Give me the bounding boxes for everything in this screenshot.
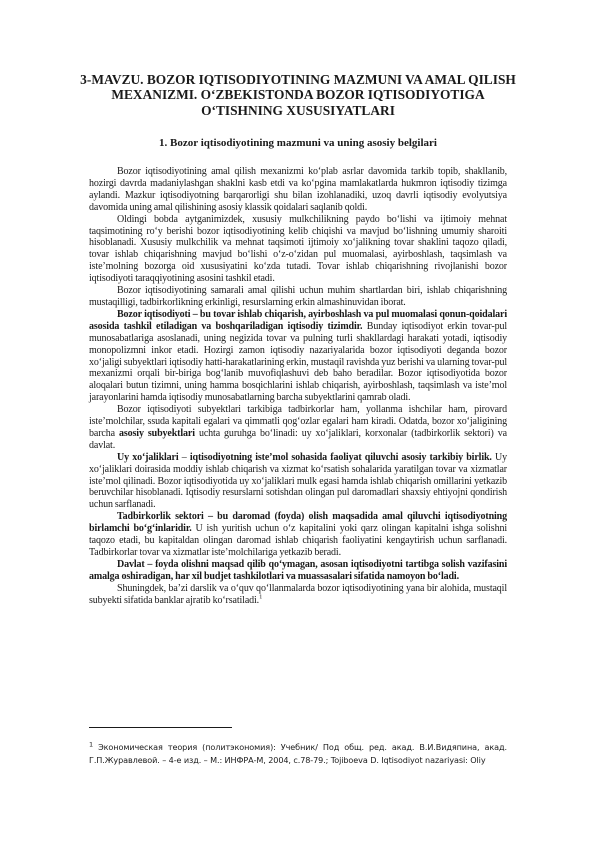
paragraph-5-text-b: uchta guruhga bo‘linadi: uy xo‘jaliklari, korxonalar (tadbirkorlik sektori) va davlat.: [89, 427, 507, 451]
paragraph-6: [89, 452, 507, 512]
definition-market-economy: Bozor iqtisodiyoti – bu tovar ishlab chiqarish, ayirboshlash va pul muomalasi qonun-qoidalari asosida tashkil etiladigan va boshqariladigan iqtisodiy tizimdir.: [89, 308, 507, 332]
footnote-marker: 1: [89, 740, 94, 749]
term-households: Uy xo‘jaliklari: [117, 451, 179, 463]
footnote: [89, 741, 507, 767]
paragraph-2: Oldingi bobda aytganimizdek, xususiy mulkchilikning paydo bo‘lishi va ijtimoiy mehnat taqsimotining ro‘y berishi bozor iqtisodiyotining kelib chiqishi va mavjud bo‘lishning umumiy sharoiti hisoblanadi. Xususiy mulkchilik va mehnat taqsimoti ijtimoiy xo‘jalikning tovar shaklini taqozo qiladi, tovar ishlab chiqarishning mavjud bo‘lishi o‘z-o‘zidan pul muomalasi, ayirboshlash, taqsimlash va iste’molning bozorga oid xususiyatini ko‘zda tutadi. Tovar ishlab chiqarishning rivojlanishi bozor iqtisodiyoti taraqqiyotining asosini tashkil etadi.: [89, 213, 507, 285]
paragraph-6-text: Uy xo‘jaliklari doirasida moddiy ishlab chiqarish va xizmat ko‘rsatish sohalarida yaratilgan tovar va xizmatlar iste’mol qilinadi. Bozor iqtisodiyotida uy xo‘jaliklari mulk egasi hamda ishlab chiqarish omillarini yetkazib beruvchilar hisoblanadi. Iqtisodiy resurslarni sotishdan olingan pul daromadlari shaxsiy ehtiyojni qondirish uchun sarflanadi.: [89, 451, 507, 511]
body-text: [89, 166, 507, 607]
paragraph-5-text-a: Bozor iqtisodiyoti subyektlari tarkibiga tadbirkorlar ham, yollanma ishchilar ham, pirovard iste’molchilar, ssuda kapitali egalari va qimmatli qog‘ozlar egalari ham kiradi. Odatda, bozor xo‘jaligining barcha: [89, 404, 507, 439]
footnote-text: Экономическая теория (политэкономия): Учебник/ Под общ. ред. акад. В.И.Видяпина, акад. Г.П.Журавлевой. – 4-е изд. – М.: ИНФРА-М, 2004, с.78-79.; Tojiboeva D. Iqtisodiyot nazariyasi: Oliy: [89, 742, 507, 765]
paragraph-6-dash: –: [178, 451, 190, 463]
paragraph-1: Bozor iqtisodiyotining amal qilish mexanizmi ko‘plab asrlar davomida tarkib topib, shakllanib, hozirgi davrda madaniylashgan shaklni kasb etdi va ko‘pgina mamlakatlarda hukmron iqtisodiy tizimga aylandi. Mazkur iqtisodiyotning barqarorligi shu bilan izohlanadiki, uzoq davrli iqtisodiy evolyutsiya davomida uning amal qilishining asosiy klassik qoidalari saqlanib qoldi.: [89, 166, 507, 213]
paragraph-7: [89, 511, 507, 559]
definition-business-sector: Tadbirkorlik sektori – bu daromad (foyda) olish maqsadida amal qiluvchi iqtisodiyotning birlamchi bo‘g‘inlaridir.: [89, 511, 507, 535]
paragraph-5: [89, 404, 507, 452]
term-main-subjects: asosiy subyektlari: [118, 427, 195, 439]
paragraph-8: [89, 559, 507, 583]
paragraph-4-text: Bunday iqtisodiyot erkin tovar-pul munosabatlariga asoslanadi, uning negizida tovar va pulning turli shakllardagi harakati yotadi, iqtisodiy monopolizmni inkor etadi. Hozirgi zamon iqtisodiy nazariyalarida bozor iqtisodiyoti deganda bozor xo‘jaligi subyektlari iqtisodiy hatti-harakatlarining erkin, mustaqil ravishda yuz berishi va ularning tovar-pul mexanizmi orqali bir-biriga bog‘lanib muvofiqlashuvi deb baho beradilar. Bozor iqtisodiyotida bozor aloqalari butun tizimni, uning hamma bosqichlarini ishlab chiqarish, ayirboshlash, taqsimlash va iste’mol jarayonlarini hamda iqtisodiy munosabatlarning barcha subyektlarini qamrab oladi.: [89, 320, 508, 404]
paragraph-9-text: Shuningdek, ba’zi darslik va o‘quv qo‘llanmalarda bozor iqtisodiyotining yana bir alohida, mustaqil subyekti sifatida banklar ajratib ko‘rsatiladi.: [89, 582, 507, 606]
definition-households: iqtisodiyotning iste’mol sohasida faoliyat qiluvchi asosiy tarkibiy birlik.: [189, 451, 492, 463]
paragraph-3: Bozor iqtisodiyotining samarali amal qilishi uchun muhim shartlardan biri, ishlab chiqarishning mustaqilligi, tadbirkorlikning erkinligi, resurslarning erkin almashinuvidan iborat.: [89, 285, 507, 308]
chapter-title: 3-MAVZU. BOZOR IQTISODIYOTINING MAZMUNI VA AMAL QILISH MEXANIZMI. O‘ZBEKISTONDA BOZOR IQTISODIYOTIGA O‘TISHNING XUSUSIYATLARI: [80, 72, 516, 118]
paragraph-7-text: U ish yuritish uchun o‘z kapitalini yoki qarz olingan kapitalni ishga solishni taqozo etadi, bu kapitaldan olingan daromad ishlab chiqarish faoliyatini kengaytirish uchun sarflanadi. Tadbirkorlar tovar va xizmatlar iste’molchilariga yetkazib beradi.: [89, 523, 507, 558]
definition-state: Davlat – foyda olishni maqsad qilib qo‘ymagan, asosan iqtisodiyotni tartibga solish vazifasini amalga oshiradigan, har xil budjet tashkilotlari va muassasalari sifatida namoyon bo‘ladi.: [89, 558, 507, 582]
footnote-reference[interactable]: 1: [259, 593, 263, 601]
paragraph-4: [89, 309, 507, 404]
paragraph-9: [89, 583, 507, 607]
footnote-divider: [89, 727, 232, 728]
section-subtitle: 1. Bozor iqtisodiyotining mazmuni va uning asosiy belgilari: [159, 137, 437, 149]
